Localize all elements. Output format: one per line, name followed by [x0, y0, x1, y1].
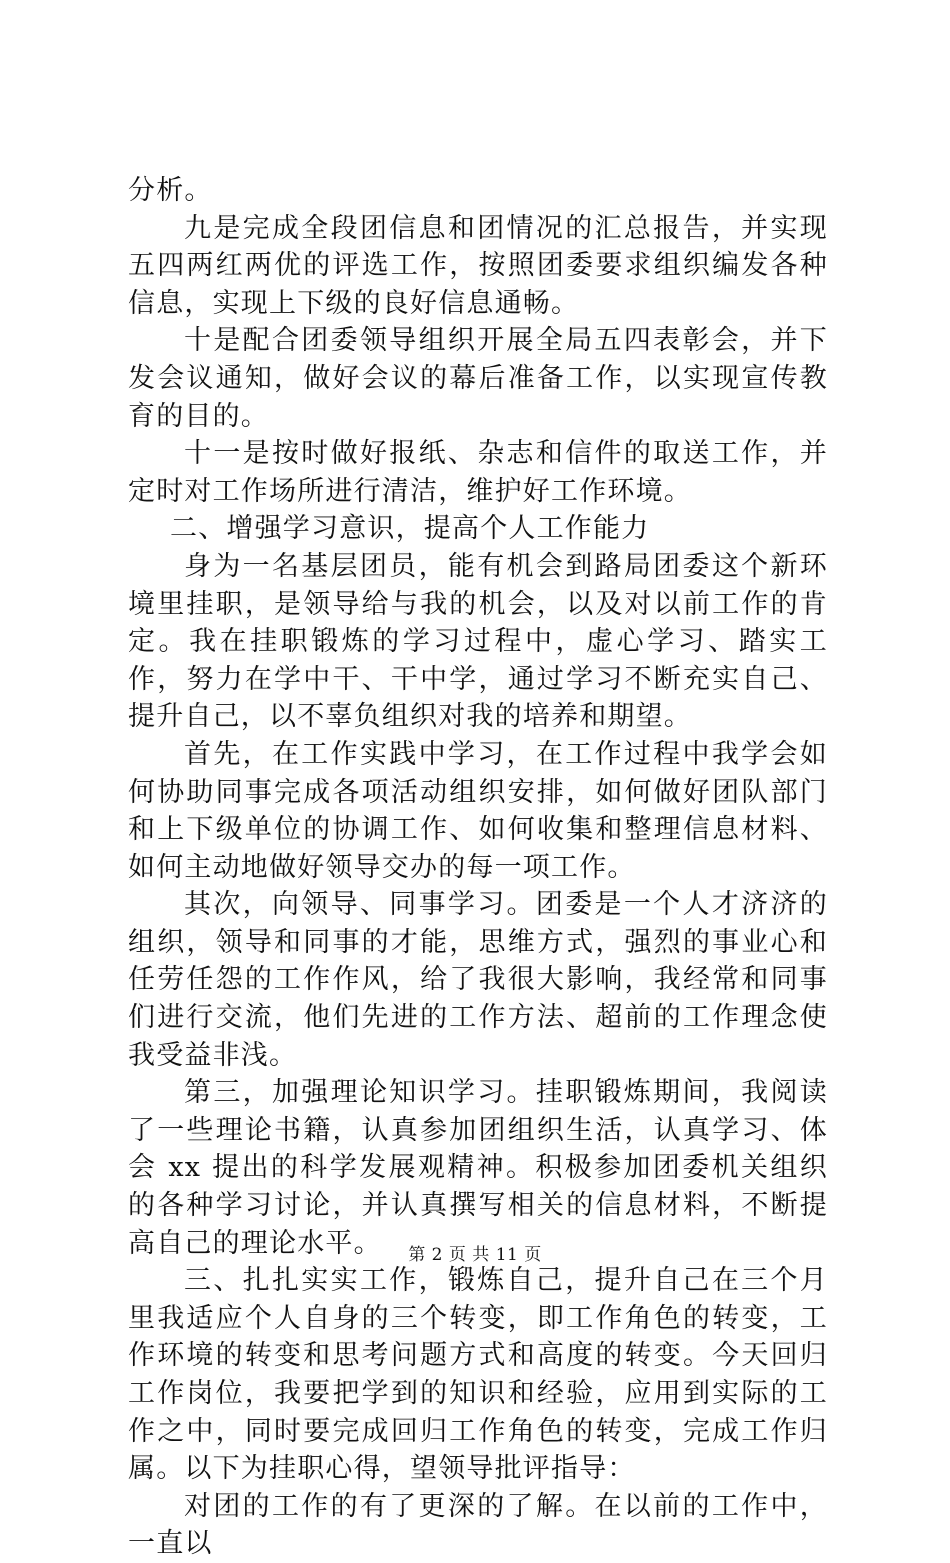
paragraph-10: 对团的工作的有了更深的了解。在以前的工作中，一直以 [128, 1490, 828, 1560]
paragraph-3: 十是配合团委领导组织开展全局五四表彰会，并下发会议通知，做好会议的幕后准备工作，以实现宣传教育的目的。 [128, 325, 828, 432]
page-footer: 第 2 页 共 11 页 [408, 1245, 542, 1265]
paragraph-7: 其次，向领导、同事学习。团委是一个人才济济的组织，领导和同事的才能，思维方式，强烈的事业心和任劳任怨的工作作风，给了我很大影响，我经常和同事们进行交流，他们先进的工作方法、超前的工作理念使我受益非浅。 [128, 889, 828, 1071]
section-heading-2: 二、增强学习意识，提高个人工作能力 [170, 513, 650, 545]
paragraph-1: 分析。 [128, 175, 213, 206]
paragraph-6: 首先，在工作实践中学习，在工作过程中我学会如何协助同事完成各项活动组织安排，如何做好团队部门和上下级单位的协调工作、如何收集和整理信息材料、如何主动地做好领导交办的每一项工作。 [128, 738, 828, 883]
paragraph-9: 三、扎扎实实工作，锻炼自己，提升自己在三个月里我适应个人自身的三个转变，即工作角色的转变，工作环境的转变和思考问题方式和高度的转变。今天回归工作岗位，我要把学到的知识和经验，应用到实际的工作之中，同时要完成回归工作角色的转变，完成工作归属。以下为挂职心得，望领导批评指导： [128, 1265, 828, 1485]
paragraph-4: 十一是按时做好报纸、杂志和信件的取送工作，并定时对工作场所进行清洁，维护好工作环境。 [128, 438, 828, 507]
paragraph-8: 第三，加强理论知识学习。挂职锻炼期间，我阅读了一些理论书籍，认真参加团组织生活，认真学习、体会 xx 提出的科学发展观精神。积极参加团委机关组织的各种学习讨论，并认真撰写相关的信息材料，不断提高自己的理论水平。 [128, 1077, 828, 1259]
paragraph-5: 身为一名基层团员，能有机会到路局团委这个新环境里挂职，是领导给与我的机会，以及对以前工作的肯定。我在挂职锻炼的学习过程中，虚心学习、踏实工作，努力在学中干、干中学，通过学习不断充实自己、提升自己，以不辜负组织对我的培养和期望。 [128, 550, 828, 733]
paragraph-2: 九是完成全段团信息和团情况的汇总报告，并实现五四两红两优的评选工作，按照团委要求组织编发各种信息，实现上下级的良好信息通畅。 [128, 212, 828, 319]
document-body [128, 172, 828, 1563]
